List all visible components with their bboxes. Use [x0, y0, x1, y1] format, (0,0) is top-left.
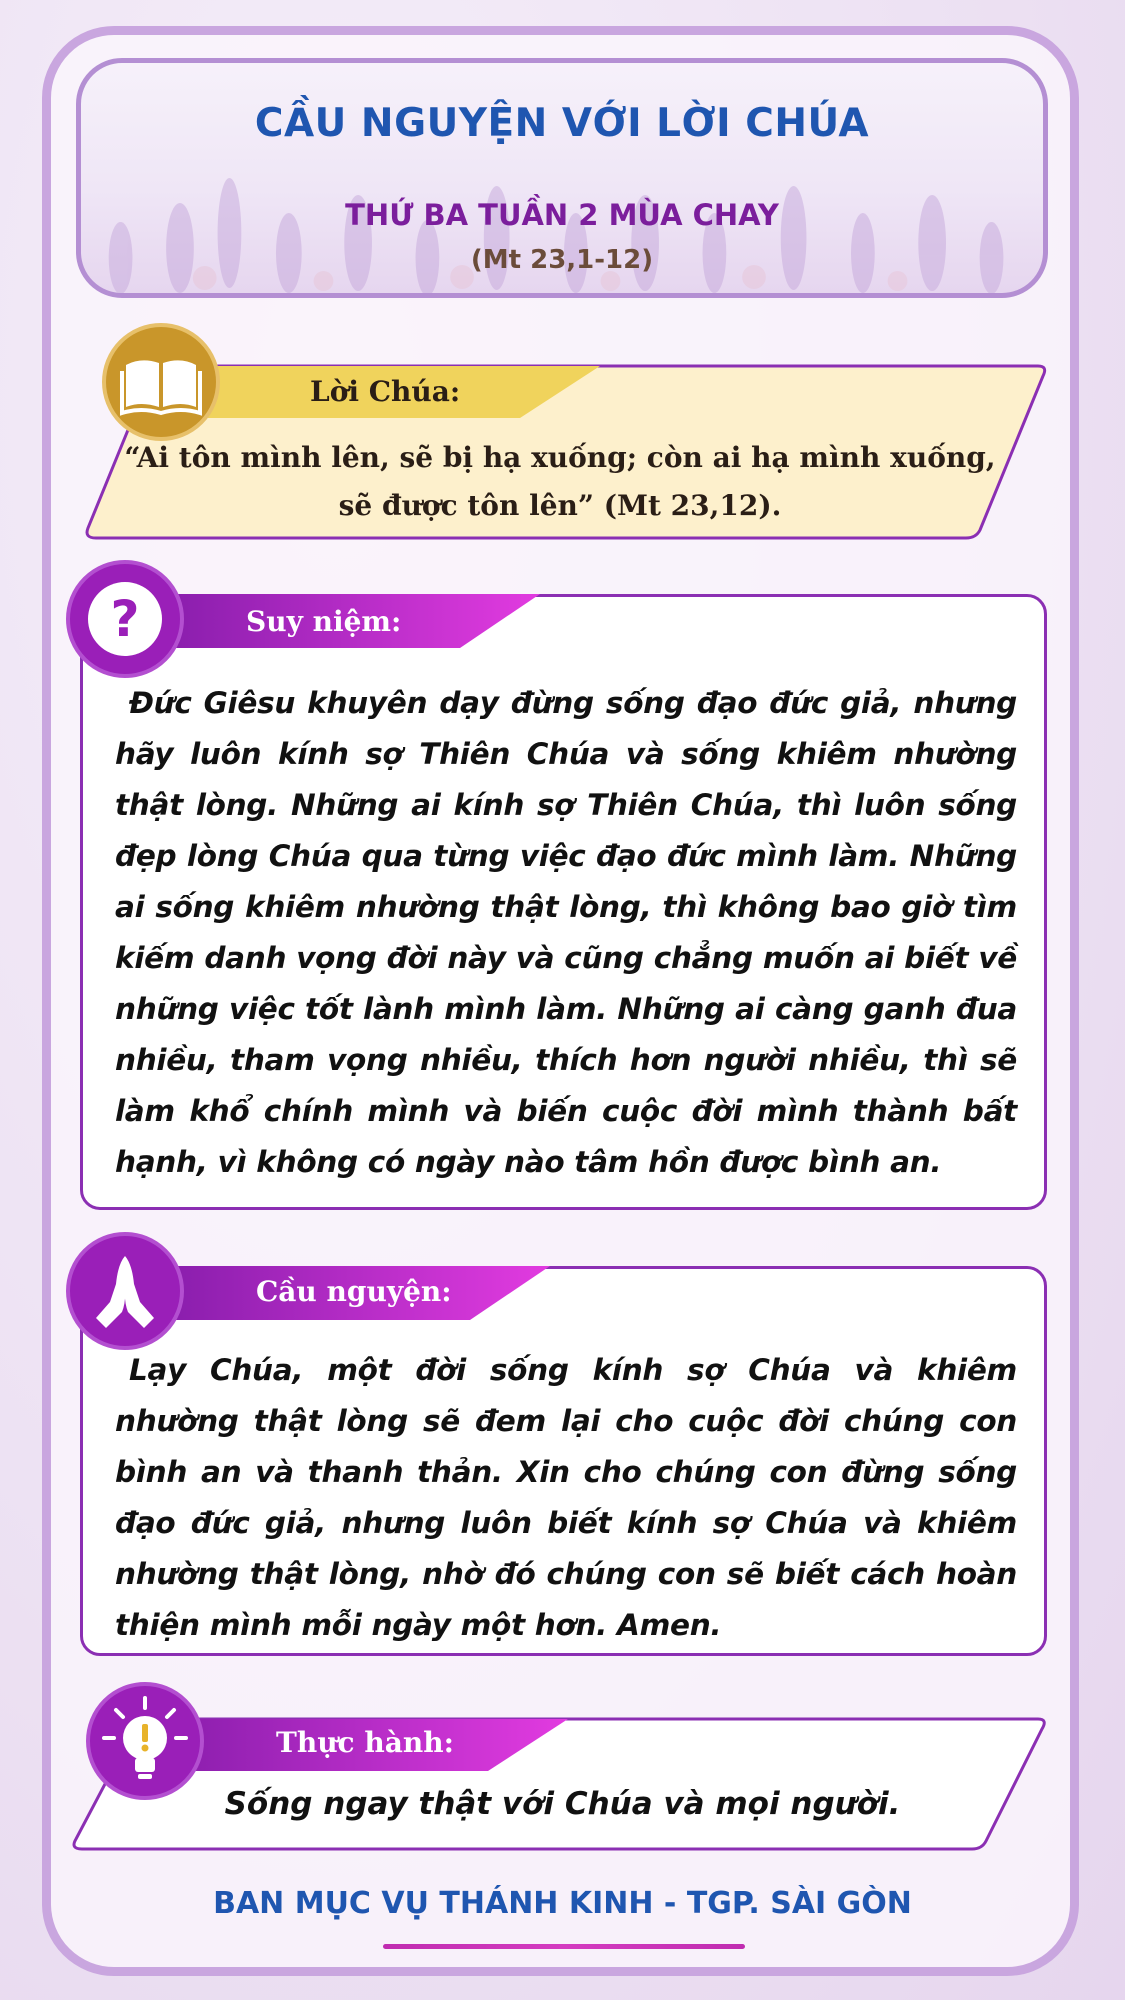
practice-box	[68, 1715, 1048, 1855]
scripture-reference: (Mt 23,1-12)	[470, 245, 654, 275]
footer-underline	[383, 1944, 745, 1949]
reflection-label: Suy niệm:	[246, 605, 402, 638]
word-quote-line-1: “Ai tôn mình lên, sẽ bị hạ xuống; còn ai hạ mình xuống,	[124, 441, 996, 474]
question-mark-icon: ?	[66, 560, 184, 678]
practice-label: Thực hành:	[276, 1726, 454, 1759]
praying-hands-icon	[66, 1232, 184, 1350]
prayer-text: Lạy Chúa, một đời sống kính sợ Chúa và khiêm nhường thật lòng sẽ đem lại cho cuộc đời chúng con bình an và thanh thản. Xin cho chúng con đừng sống đạo đức giả, nhưng luôn biết kính sợ Chúa và khiêm nhường thật lòng, nhờ đó chúng con sẽ biết cách hoàn thiện mình mỗi ngày một hơn. Amen.	[115, 1353, 1017, 1642]
page-title: CẦU NGUYỆN VỚI LỜI CHÚA	[254, 101, 870, 146]
word-quote	[110, 434, 1010, 530]
header-box	[76, 58, 1048, 298]
footer-credit: BAN MỤC VỤ THÁNH KINH - TGP. SÀI GÒN	[213, 1886, 912, 1921]
reflection-text: Đức Giêsu khuyên dạy đừng sống đạo đức giả, nhưng hãy luôn kính sợ Thiên Chúa và sống khiêm nhường thật lòng. Những ai kính sợ Thiên Chúa, thì luôn sống đẹp lòng Chúa qua từng việc đạo đức mình làm. Những ai sống khiêm nhường thật lòng, thì không bao giờ tìm kiếm danh vọng đời này và cũng chẳng muốn ai biết về những việc tốt lành mình làm. Những ai càng ganh đua nhiều, tham vọng nhiều, thích hơn người nhiều, thì sẽ làm khổ chính mình và biến cuộc đời mình thành bất hạnh, vì không có ngày nào tâm hồn được bình an.	[115, 686, 1017, 1179]
word-quote-line-2: sẽ được tôn lên” (Mt 23,12).	[338, 489, 782, 522]
lightbulb-icon	[86, 1682, 204, 1800]
prayer-label: Cầu nguyện:	[256, 1275, 452, 1308]
open-book-icon	[102, 323, 220, 441]
practice-text: Sống ngay thật với Chúa và mọi người.	[224, 1786, 901, 1822]
word-label: Lời Chúa:	[310, 375, 461, 408]
page-subtitle: THỨ BA TUẦN 2 MÙA CHAY	[345, 198, 779, 232]
